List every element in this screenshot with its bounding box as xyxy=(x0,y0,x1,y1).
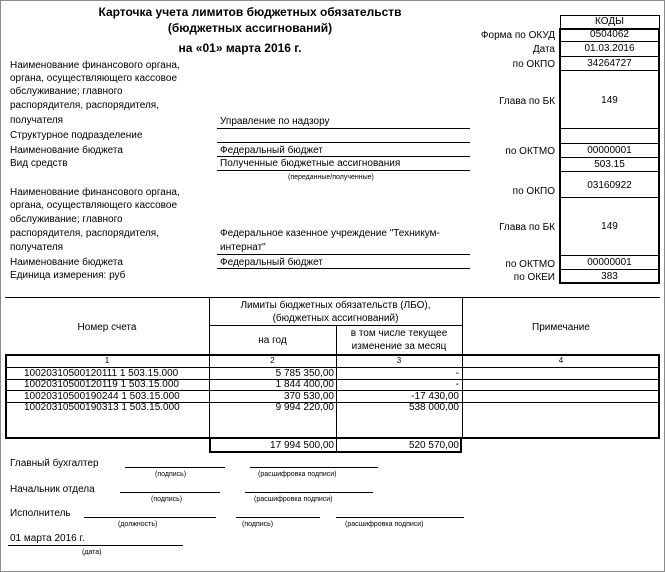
executor-label: Исполнитель xyxy=(10,508,71,519)
head-decode-hint: (расшифровка подписи) xyxy=(254,496,333,503)
codes-sep xyxy=(561,157,658,158)
fin-org-label: Наименование финансового органа, xyxy=(10,60,180,71)
vid-value: Полученные бюджетные ассигнования xyxy=(220,158,401,169)
row-change: - xyxy=(455,368,459,379)
fin-org2-value: интернат" xyxy=(220,242,266,253)
date-value: 01.03.2016 xyxy=(584,43,635,54)
row-account: 10020310500190244 1 503.15.000 xyxy=(24,390,180,402)
col-lbo-header: Лимиты бюджетных обязательств (ЛБО), xyxy=(240,300,431,311)
unit-label: Единица измерения: руб xyxy=(10,270,126,281)
fin-org2-value: Федеральное казенное учреждение "Техникум- xyxy=(220,228,440,239)
col-note-header: Примечание xyxy=(532,322,590,333)
vid-hint: (переданные/полученные) xyxy=(288,174,374,181)
codes-box-bottom xyxy=(559,282,660,284)
chief-accountant-label: Главный бухгалтер xyxy=(10,458,99,469)
form-date: на «01» марта 2016 г. xyxy=(178,41,302,55)
budget-label: Наименование бюджета xyxy=(10,145,123,156)
row-year: 9 994 220,00 xyxy=(275,402,334,414)
codes-sep xyxy=(561,56,658,57)
executor-sign-line xyxy=(236,517,320,518)
total-change: 520 570,00 xyxy=(408,440,459,451)
col-change-header: в том числе текущее xyxy=(350,328,448,339)
executor-sign-hint: (подпись) xyxy=(242,521,274,528)
fin-org2-label: получателя xyxy=(10,242,64,253)
okpo-label: по ОКПО xyxy=(512,59,555,70)
form-subtitle: (бюджетных ассигнований) xyxy=(167,21,333,35)
struct-label: Структурное подразделение xyxy=(10,130,143,141)
budget-value: Федеральный бюджет xyxy=(220,145,323,156)
row-year: 370 530,00 xyxy=(283,390,334,402)
chief-sign-hint: (подпись) xyxy=(155,471,187,478)
fin-org-label: органа, осуществляющего кассовое xyxy=(10,73,178,84)
col-num-2: 2 xyxy=(270,356,275,365)
okud-label: Форма по ОКУД xyxy=(480,30,555,41)
total-vline xyxy=(336,438,337,452)
executor-position-hint: (должность) xyxy=(118,521,158,528)
oktmo-value: 00000001 xyxy=(587,145,632,156)
okei-value: 383 xyxy=(601,271,618,282)
col-account-header: Номер счета xyxy=(77,322,137,333)
row-account: 10020310500120111 1 503.15.000 xyxy=(24,368,179,379)
fin-org-label: получателя xyxy=(10,115,64,126)
fin-org2-label: распорядителя, распорядителя, xyxy=(10,228,159,239)
row-change: 538 000,00 xyxy=(408,402,459,414)
codes-header: КОДЫ xyxy=(595,16,624,27)
head-decode-line xyxy=(245,492,373,493)
glava-value: 149 xyxy=(601,95,618,106)
codes-sep xyxy=(561,41,658,42)
glava-label: Глава по БК xyxy=(499,96,555,107)
table-hline xyxy=(209,325,462,326)
codes-header-right xyxy=(659,15,660,29)
okei-label: по ОКЕИ xyxy=(513,272,555,283)
vid-code-value: 503.15 xyxy=(594,159,625,170)
row-year: 5 785 350,00 xyxy=(275,368,334,379)
col-num-3: 3 xyxy=(396,356,402,365)
row-year: 1 844 400,00 xyxy=(275,379,334,391)
codes-sep xyxy=(561,255,658,256)
budget-underline xyxy=(217,156,470,157)
budget2-value: Федеральный бюджет xyxy=(220,257,323,268)
okpo2-label: по ОКПО xyxy=(512,186,555,197)
fin-org-value: Управление по надзору xyxy=(220,116,330,127)
sign-date-line xyxy=(8,545,183,546)
total-year: 17 994 500,00 xyxy=(270,440,334,451)
budget2-underline xyxy=(217,268,470,269)
chief-decode-hint: (расшифровка подписи) xyxy=(258,471,337,478)
col-change-header-2: изменение за месяц xyxy=(351,341,447,352)
codes-box-right xyxy=(658,28,660,284)
col-year-header: на год xyxy=(258,335,287,346)
fin-org-label: распорядителя, распорядителя, xyxy=(10,100,159,111)
fin-org2-label: органа, осуществляющего кассовое xyxy=(10,200,178,211)
codes-sep xyxy=(561,70,658,71)
okpo2-value: 03160922 xyxy=(587,180,632,191)
executor-decode-hint: (расшифровка подписи) xyxy=(345,521,424,528)
codes-sep xyxy=(561,171,658,172)
fin-org2-label: обслуживание; главного xyxy=(10,214,123,225)
chief-sign-line xyxy=(125,467,225,468)
date-label: Дата xyxy=(532,44,555,55)
okud-value: 0504062 xyxy=(590,29,629,40)
table-top-line xyxy=(5,297,660,298)
sign-date-value: 01 марта 2016 г. xyxy=(10,533,85,544)
okpo-value: 34264727 xyxy=(587,58,632,69)
head-of-dept-label: Начальник отдела xyxy=(10,484,95,495)
executor-position-line xyxy=(84,517,216,518)
oktmo2-label: по ОКТМО xyxy=(505,259,555,270)
oktmo-label: по ОКТМО xyxy=(505,146,555,157)
codes-sep xyxy=(561,269,658,270)
form-title: Карточка учета лимитов бюджетных обязательств xyxy=(98,5,402,19)
row-account: 10020310500190313 1 503.15.000 xyxy=(24,402,180,414)
oktmo2-value: 00000001 xyxy=(587,257,632,268)
codes-sep xyxy=(561,197,658,198)
budget2-label: Наименование бюджета xyxy=(10,257,123,268)
glava2-value: 149 xyxy=(601,221,618,232)
head-sign-line xyxy=(120,492,220,493)
row-account: 10020310500120119 1 503.15.000 xyxy=(24,379,179,391)
sign-date-hint: (дата) xyxy=(82,549,102,556)
glava2-label: Глава по БК xyxy=(499,222,555,233)
row-change: -17 430,00 xyxy=(411,390,459,402)
col-num-4: 4 xyxy=(558,356,564,365)
codes-sep xyxy=(561,128,658,129)
vid-underline xyxy=(217,170,470,171)
head-sign-hint: (подпись) xyxy=(151,496,183,503)
struct-underline xyxy=(217,142,470,143)
fin-org2-underline xyxy=(217,254,470,255)
executor-decode-line xyxy=(336,517,464,518)
vid-label: Вид средств xyxy=(10,158,68,169)
fin-org-underline xyxy=(217,128,470,129)
codes-sep xyxy=(561,143,658,144)
col-lbo-header-2: (бюджетных ассигнований) xyxy=(272,313,399,324)
fin-org-label: обслуживание; главного xyxy=(10,86,123,97)
fin-org2-label: Наименование финансового органа, xyxy=(10,187,180,198)
col-num-1: 1 xyxy=(104,356,110,365)
chief-decode-line xyxy=(250,467,378,468)
row-change: - xyxy=(455,379,459,391)
table-thick-bottom xyxy=(5,437,660,439)
